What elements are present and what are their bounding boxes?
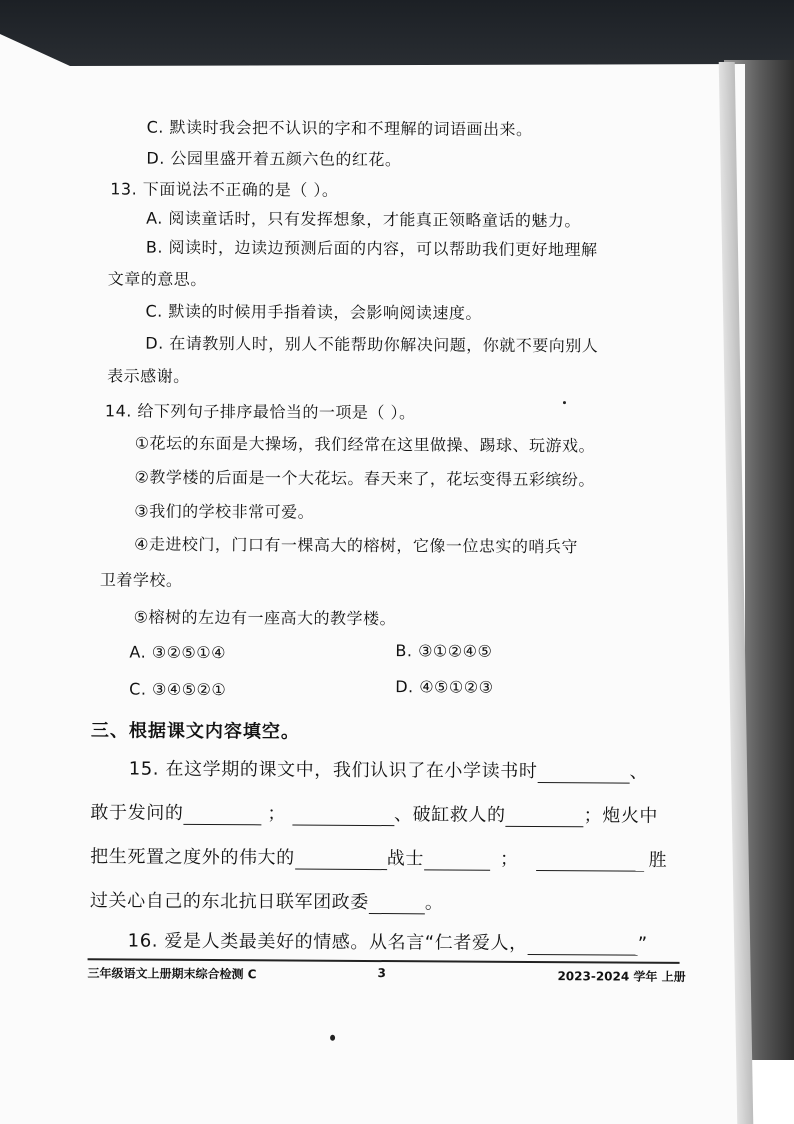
q14-option-c: C. ③④⑤②① <box>129 679 227 700</box>
q14-option-d: D. ④⑤①②③ <box>395 677 494 697</box>
q15-blank-6[interactable] <box>424 851 490 870</box>
footer-school-year: 2023-2024 学年 上册 <box>557 969 686 984</box>
q14-sentence-3: ③我们的学校非常可爱。 <box>134 501 315 522</box>
q15-text: 战士 <box>386 848 425 870</box>
q15-blank-1[interactable] <box>537 764 629 784</box>
footer-page-number: 3 <box>377 966 386 981</box>
q12-option-c: C. 默读时我会把不认识的字和不理解的词语画出来。 <box>146 117 533 139</box>
q15-text: 15. 在这学期的课文中，我们认识了在小学读书时 <box>128 758 538 783</box>
q14-sentence-4-cont: 卫着学校。 <box>99 570 183 590</box>
q15-blank-3[interactable] <box>292 807 394 827</box>
q15-text: 过关心自己的东北抗日联军团政委 <box>89 890 369 913</box>
q16-punct: ” <box>637 933 648 955</box>
q13-stem: 13. 下面说法不正确的是（ ）。 <box>110 179 339 200</box>
footer-title: 三年级语文上册期末综合检测 C <box>87 966 257 982</box>
q16-text: 16. 爱是人类最美好的情感。从名言“仁者爱人， <box>127 930 528 954</box>
q15-text: 把生死置之度外的伟大的 <box>90 846 295 869</box>
q13-option-b-cont: 文章的意思。 <box>107 269 207 289</box>
q15-blank-5[interactable] <box>295 851 387 871</box>
q16-line-1 <box>128 927 648 956</box>
scan-speck <box>563 401 566 404</box>
q15-blank-8[interactable] <box>369 895 425 914</box>
q15-blank-7[interactable] <box>537 852 645 872</box>
q15-line-3 <box>90 842 667 872</box>
q15-text: 敢于发问的 <box>90 802 184 824</box>
q15-text: ；炮火中 <box>583 805 659 827</box>
q14-sentence-1: ①花坛的东面是大操场，我们经常在这里做操、踢球、玩游戏。 <box>134 433 596 456</box>
q13-option-b: B. 阅读时，边读边预测后面的内容，可以帮助我们更好地理解 <box>145 237 598 260</box>
q14-sentence-2: ②教学楼的后面是一个大花坛。春天来了，花坛变得五彩缤纷。 <box>134 467 595 490</box>
q15-punct: 、 <box>629 761 649 783</box>
q15-punct: ； <box>499 848 519 870</box>
q15-punct: 。 <box>424 892 444 914</box>
section-3-title: 三、根据课文内容填空。 <box>90 720 301 743</box>
q13-option-d: D. 在请教别人时，别人不能帮助你解决问题，你就不要向别人 <box>145 333 599 356</box>
q15-text: 、破缸救人的 <box>394 804 506 826</box>
q15-blank-4[interactable] <box>506 808 584 827</box>
q14-sentence-4: ④走进校门，门口有一棵高大的榕树，它像一位忠实的哨兵守 <box>134 534 579 557</box>
q13-option-c: C. 默读的时候用手指着读，会影响阅读速度。 <box>145 301 482 323</box>
footer-rule <box>88 958 680 964</box>
q15-line-1 <box>129 755 649 784</box>
q15-punct: ； <box>267 803 287 825</box>
q14-sentence-5: ⑤榕树的左边有一座高大的教学楼。 <box>133 607 397 629</box>
q15-line-4 <box>90 886 444 914</box>
q13-option-a: A. 阅读童话时，只有发挥想象，才能真正领略童话的魅力。 <box>146 208 581 231</box>
q13-option-d-cont: 表示感谢。 <box>107 366 190 386</box>
q16-blank-1[interactable] <box>528 936 638 956</box>
q15-line-2 <box>90 798 658 827</box>
q15-text: 胜 <box>648 849 668 871</box>
scan-speck <box>330 1035 335 1041</box>
q14-option-a: A. ③②⑤①④ <box>129 642 227 663</box>
q14-stem: 14. 给下列句子排序最恰当的一项是（ ）。 <box>104 401 416 423</box>
q12-option-d: D. 公园里盛开着五颜六色的红花。 <box>146 148 402 170</box>
q15-blank-2[interactable] <box>183 806 261 825</box>
q14-option-b: B. ③①②④⑤ <box>395 641 493 661</box>
